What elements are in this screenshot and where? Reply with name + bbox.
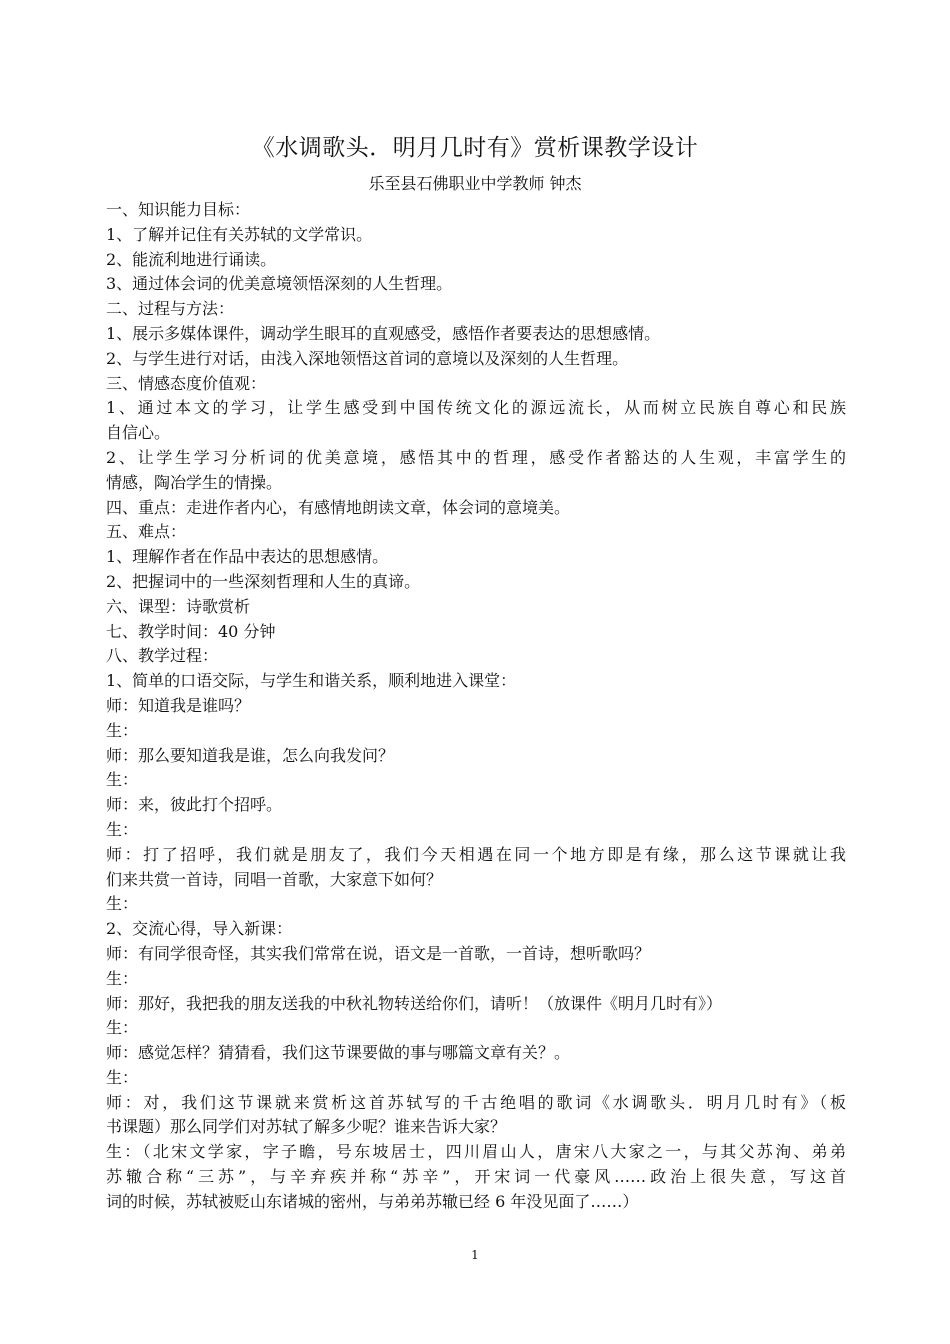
text-line: 生：（北宋文学家，字子瞻，号东坡居士，四川眉山人，唐宋八大家之一，与其父苏洵、弟弟: [106, 1142, 846, 1162]
text-line: 1、简单的口语交际，与学生和谐关系，顺利地进入课堂：: [106, 671, 517, 691]
text-line: 们来共赏一首诗，同唱一首歌，大家意下如何？: [106, 869, 443, 889]
text-line: 生：: [106, 770, 139, 790]
text-line: 生：: [106, 720, 139, 740]
text-line: 师：感觉怎样？猜猜看，我们这节课要做的事与哪篇文章有关？。: [106, 1043, 571, 1063]
text-line: 2、能流利地进行诵读。: [106, 249, 277, 269]
text-line: 1、理解作者在作品中表达的思想感情。: [106, 547, 389, 567]
text-line: 3、通过体会词的优美意境领悟深刻的人生哲理。: [106, 274, 453, 294]
text-line: 师：来，彼此打个招呼。: [106, 795, 283, 815]
text-line: 五、难点：: [106, 522, 187, 542]
text-line: 二、过程与方法：: [106, 299, 235, 319]
text-line: 师：那么要知道我是谁，怎么向我发问？: [106, 745, 395, 765]
text-line: 1、通过本文的学习，让学生感受到中国传统文化的源远流长，从而树立民族自尊心和民族: [106, 398, 846, 418]
text-line: 师：有同学很奇怪，其实我们常常在说，语文是一首歌，一首诗，想听歌吗？: [106, 943, 651, 963]
text-line: 自信心。: [106, 423, 171, 443]
text-line: 六、课型：诗歌赏析: [106, 596, 251, 616]
page-number: 1: [471, 1248, 479, 1262]
text-line: 师：那好，我把我的朋友送我的中秋礼物转送给你们，请听！（放课件《明月几时有》）: [106, 993, 723, 1013]
text-line: 四、重点：走进作者内心，有感情地朗读文章，体会词的意境美。: [106, 497, 571, 517]
text-line: 七、教学时间：40 分钟: [106, 621, 276, 641]
text-line: 情感，陶冶学生的情操。: [106, 472, 283, 492]
text-line: 生：: [106, 819, 139, 839]
text-line: 生：: [106, 1067, 139, 1087]
document-body: [106, 198, 846, 1215]
text-line: 生：: [106, 968, 139, 988]
text-line: 师：对，我们这节课就来赏析这首苏轼写的千古绝唱的歌词《水调歌头．明月几时有》（板: [106, 1092, 846, 1112]
document-title: 《水调歌头．明月几时有》赏析课教学设计: [251, 135, 699, 161]
text-line: 生：: [106, 894, 139, 914]
text-line: 1、了解并记住有关苏轼的文学常识。: [106, 224, 373, 244]
text-line: 书课题）那么同学们对苏轼了解多少呢？谁来告诉大家？: [106, 1117, 507, 1137]
text-line: 师：打了招呼，我们就是朋友了，我们今天相遇在同一个地方即是有缘，那么这节课就让我: [106, 844, 846, 864]
text-line: 生：: [106, 1018, 139, 1038]
text-line: 苏辙合称“三苏”，与辛弃疾并称“苏辛”，开宋词一代豪风……政治上很失意，写这首: [106, 1167, 846, 1187]
text-line: 1、展示多媒体课件，调动学生眼耳的直观感受，感悟作者要表达的思想感情。: [106, 323, 661, 343]
author-line: 乐至县石佛职业中学教师 钟杰: [368, 174, 582, 193]
text-line: 2、让学生学习分析词的优美意境，感悟其中的哲理，感受作者豁达的人生观，丰富学生的: [106, 447, 846, 467]
text-line: 三、情感态度价值观：: [106, 373, 267, 393]
text-line: 八、教学过程：: [106, 646, 219, 666]
text-line: 2、交流心得，导入新课：: [106, 919, 293, 939]
text-line: 2、把握词中的一些深刻哲理和人生的真谛。: [106, 571, 421, 591]
text-line: 词的时候，苏轼被贬山东诸城的密州，与弟弟苏辙已经 6 年没见面了……）: [106, 1191, 639, 1211]
text-line: 师：知道我是谁吗？: [106, 695, 251, 715]
text-line: 2、与学生进行对话，由浅入深地领悟这首词的意境以及深刻的人生哲理。: [106, 348, 629, 368]
text-line: 一、知识能力目标：: [106, 200, 251, 219]
